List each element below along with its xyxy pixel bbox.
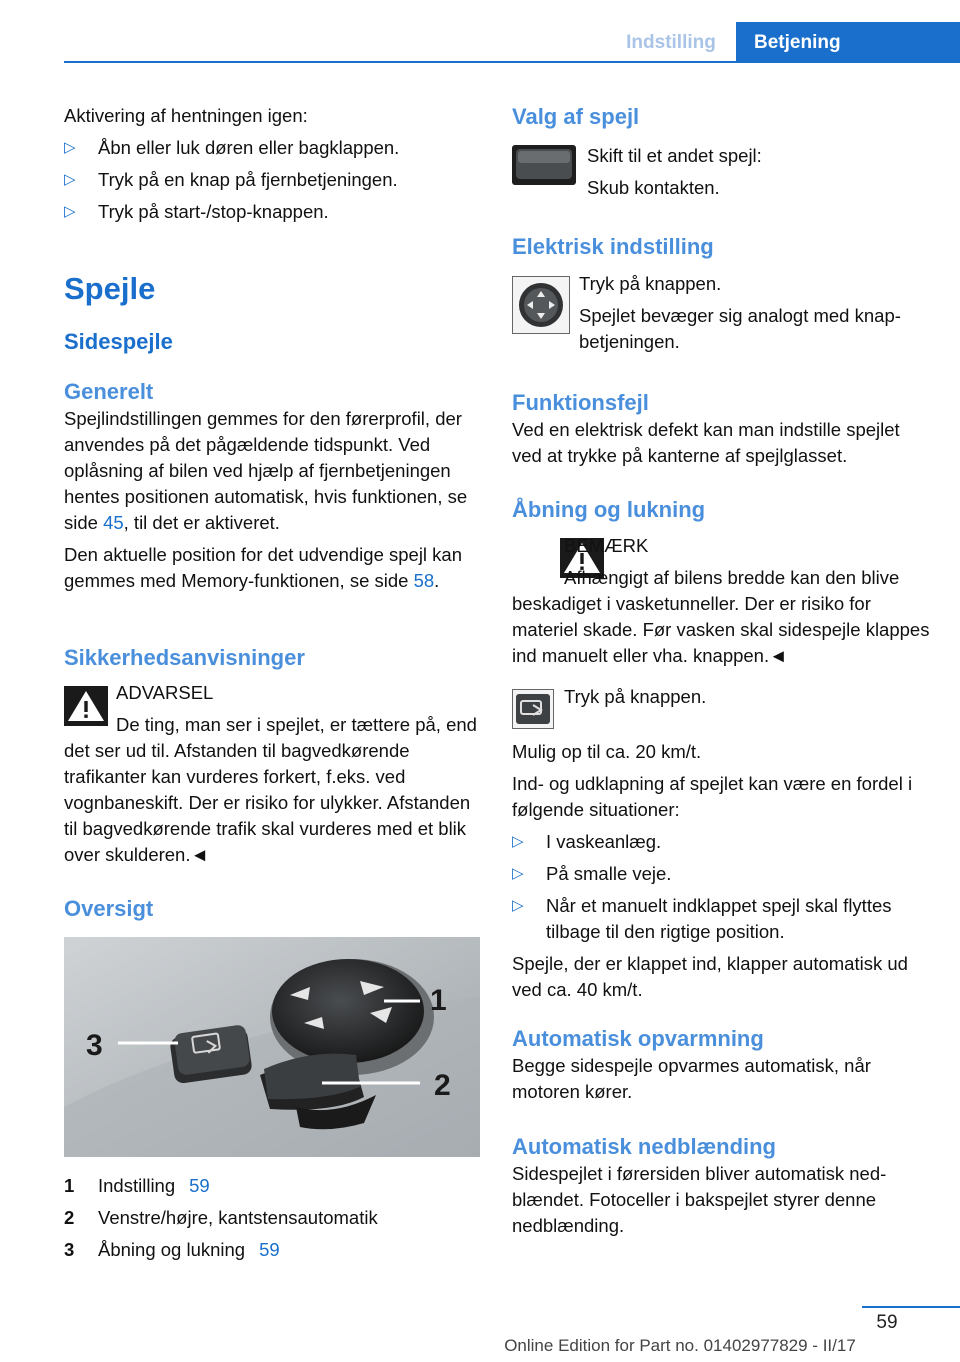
section-general: [64, 378, 480, 600]
triangle-bullet-icon: ▷: [64, 139, 76, 156]
activation-list: [64, 135, 480, 225]
warning-text: De ting, man ser i spejlet, er tættere på, end det ser ud til. Afstanden til bagvedkørende trafikanter kan vurderes forkert, f.eks. ved vognbaneskift. Der er risiko for ulykker. Afstanden til bagvedkørende trafik skal vurderes med et blik over skulderen.◄: [64, 714, 477, 865]
heading-electric-adjust: Elektrisk indstilling: [512, 234, 714, 259]
section-dimming: [512, 1133, 928, 1245]
heading-heating: Automatisk opvarmning: [512, 1026, 764, 1051]
select-mirror-text: Skift til et andet spejl: Skub kontakten.: [587, 145, 762, 198]
header-tab-setting: Indstilling: [626, 32, 716, 53]
page-number: 59: [876, 1312, 898, 1333]
list-item: ▷ Åbn eller luk døren eller bagklappen.: [64, 135, 480, 161]
header-rule: [64, 61, 960, 63]
list-item: ▷ I vaskeanlæg.: [512, 829, 928, 855]
triangle-bullet-icon: ▷: [64, 203, 76, 220]
press-button-text: Tryk på knappen.: [564, 686, 707, 707]
malfunction-text: Ved en elektrisk defekt kan man indstille spejlet ved at trykke på kanterne af spejlglasset.: [512, 419, 900, 466]
footer-edition: Online Edition for Part no. 01402977829 - II/17: [504, 1336, 856, 1355]
caution-text: Afhængigt af bilens bredde kan den blive beskadiget i vasketunneller. Der er risiko for materiel skade. Før vasken skal sidespejle klappes ind manuelt eller vha. knappen.◄: [512, 567, 930, 666]
adjust-button-icon: [512, 276, 570, 334]
page-link-58[interactable]: 58: [413, 570, 435, 591]
list-item: ▷ Tryk på en knap på fjernbetjeningen.: [64, 167, 480, 193]
callout-label-2: 2: [434, 1069, 451, 1102]
auto-fold-text: Spejle, der er klappet ind, klapper automatisk ud ved ca. 40 km/t.: [512, 953, 908, 1000]
legend-row: 2 Venstre/højre, kantstensautomatik: [64, 1207, 378, 1228]
heading-select-mirror: Valg af spejl: [512, 104, 640, 129]
fold-intro: Ind- og udklapning af spejlet kan være en fordel i følgende situationer:: [512, 773, 913, 820]
heading-safety: Sikkerhedsanvisninger: [64, 645, 305, 670]
fold-button-icon: [512, 689, 554, 729]
triangle-bullet-icon: ▷: [64, 171, 76, 188]
mirror-switch-icon: [512, 145, 576, 185]
header-tab-operation: Betjening: [736, 22, 960, 62]
speed-text: Mulig op til ca. 20 km/t.: [512, 741, 702, 762]
page-link-45[interactable]: 45: [103, 512, 124, 533]
heating-text: Begge sidespejle opvarmes automatisk, når motoren kører.: [512, 1055, 871, 1102]
mirror-controls-photo: [64, 937, 480, 1157]
triangle-bullet-icon: ▷: [512, 833, 524, 850]
list-item: ▷ Tryk på start-/stop-knappen.: [64, 199, 480, 225]
dimming-text: Sidespejlet i førersiden bliver automatisk nedblændet. Fotoceller i bakspejlet styrer denne nedblænding.: [512, 1163, 887, 1236]
heading-side-mirrors: Sidespejle: [64, 329, 173, 354]
list-item: ▷ Når et manuelt indklappet spejl skal flyttes tilbage til den rigtige position.: [512, 895, 892, 942]
general-paragraph-1: Spejlindstillingen gemmes for den førerprofil, der anvendes på det pågældende tidspunkt. Ved oplåsning af bilen ved hjælp af fjernbetjeningen hentes positionen automatisk, hvis funktionen, se side 45, til det er aktiveret.: [64, 408, 468, 533]
callout-label-1: 1: [430, 984, 447, 1017]
section-heating: [512, 1025, 928, 1111]
heading-malfunction: Funktionsfejl: [512, 390, 649, 415]
heading-fold: Åbning og lukning: [512, 497, 706, 522]
fold-situations-list: [512, 829, 928, 945]
section-fold-details: [512, 739, 928, 1009]
page-number-rule: [862, 1306, 960, 1308]
electric-adjust-text: Tryk på knappen. Spejlet bevæger sig analogt med knapbetjeningen.: [579, 273, 901, 352]
heading-general: Generelt: [64, 379, 154, 404]
page-link-59[interactable]: 59: [189, 1175, 210, 1196]
caution-title: BEMÆRK: [564, 535, 649, 556]
legend-row: 3 Åbning og lukning 59: [64, 1234, 480, 1266]
general-paragraph-2: Den aktuelle position for det udvendige spejl kan gemmes med Memory-funktionen, se side 58.: [64, 544, 463, 591]
heading-overview: Oversigt: [64, 896, 154, 921]
overview-legend: [64, 1170, 480, 1266]
warning-title: ADVARSEL: [116, 682, 214, 703]
legend-row: 1 Indstilling 59: [64, 1170, 480, 1202]
intro-text: Aktivering af hentningen igen:: [64, 105, 308, 126]
triangle-bullet-icon: ▷: [512, 897, 524, 914]
triangle-bullet-icon: ▷: [512, 865, 524, 882]
list-item: ▷ På smalle veje.: [512, 861, 928, 887]
callout-label-3: 3: [86, 1029, 103, 1062]
heading-dimming: Automatisk nedblænding: [512, 1134, 776, 1159]
heading-mirrors: Spejle: [64, 271, 156, 306]
page-link-59[interactable]: 59: [259, 1239, 280, 1260]
section-malfunction: [512, 389, 928, 475]
left-column: [64, 103, 480, 231]
